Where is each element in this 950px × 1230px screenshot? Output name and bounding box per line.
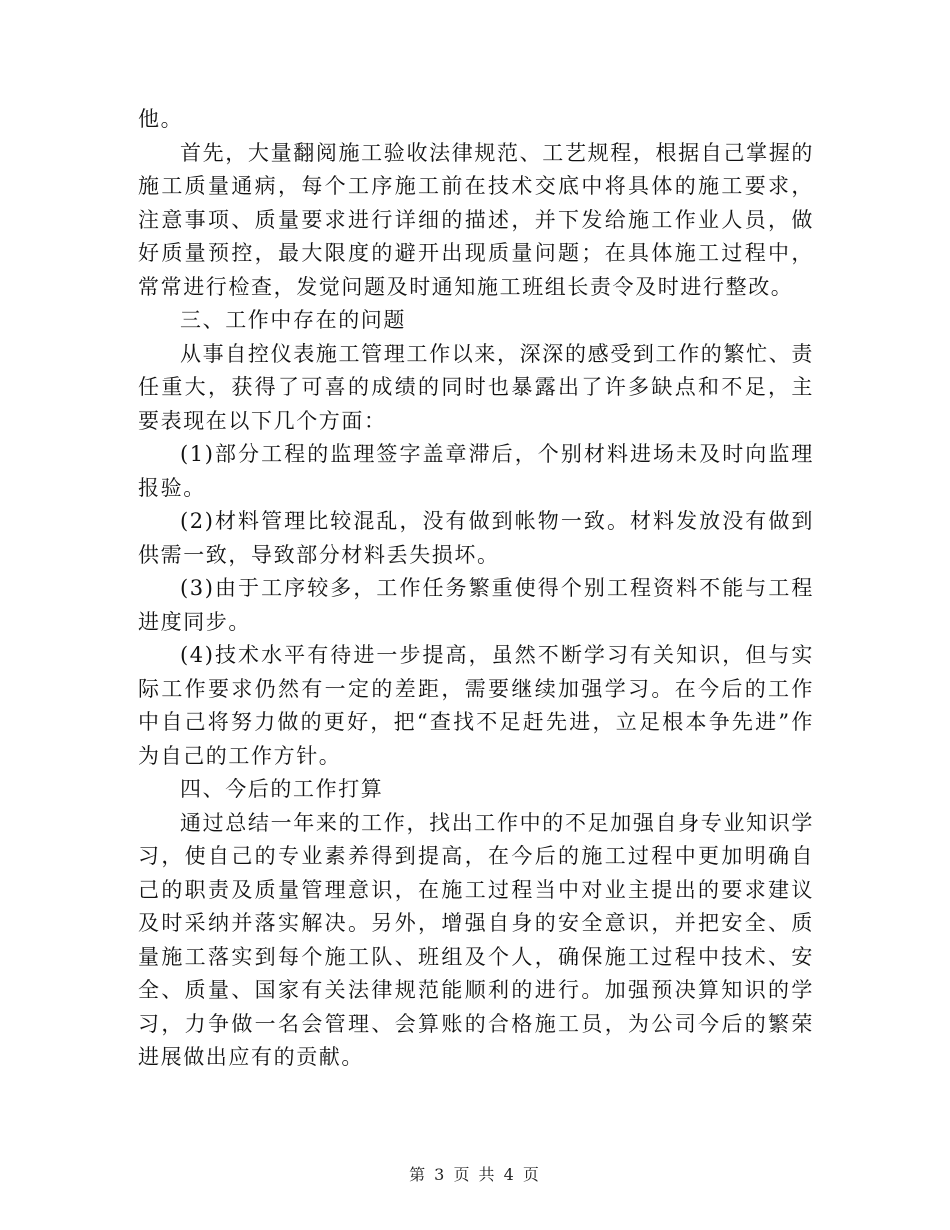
list-item-problem-4: (4)技术水平有待进一步提高，虽然不断学习有关知识，但与实际工作要求仍然有一定的差距，需要继续加强学习。在今后的工作中自己将努力做的更好，把“查找不足赶先进，立足根本争先进”作为自己的工作方针。: [138, 643, 814, 768]
paragraph-future-plans: 通过总结一年来的工作，找出工作中的不足加强自身专业知识学习，使自己的专业素养得到提高，在今后的施工过程中更加明确自己的职责及质量管理意识，在施工过程当中对业主提出的要求建议及时采纳并落实解决。另外，增强自身的安全意识，并把安全、质量施工落实到每个施工队、班组及个人，确保施工过程中技术、安全、质量、国家有关法律规范能顺利的进行。加强预决算知识的学习，力争做一名会管理、会算账的合格施工员，为公司今后的繁荣进展做出应有的贡献。: [138, 810, 814, 1069]
list-item-problem-2: (2)材料管理比较混乱，没有做到帐物一致。材料发放没有做到供需一致，导致部分材料丢失损坏。: [138, 509, 814, 567]
paragraph-quality-control: 首先，大量翻阅施工验收法律规范、工艺规程，根据自己掌握的施工质量通病，每个工序施工前在技术交底中将具体的施工要求，注意事项、质量要求进行详细的描述，并下发给施工作业人员，做好质量预控，最大限度的避开出现质量问题；在具体施工过程中，常常进行检查，发觉问题及时通知施工班组长责令及时进行整改。: [138, 140, 814, 299]
paragraph-problems-intro: 从事自控仪表施工管理工作以来，深深的感受到工作的繁忙、责任重大，获得了可喜的成绩的同时也暴露出了许多缺点和不足，主要表现在以下几个方面：: [138, 341, 814, 433]
page-number-footer: 第 3 页 共 4 页: [409, 1165, 541, 1184]
list-item-problem-3: (3)由于工序较多，工作任务繁重使得个别工程资料不能与工程进度同步。: [138, 576, 814, 634]
paragraph-continuation: 他。: [138, 107, 184, 131]
section-heading-problems: 三、工作中存在的问题: [180, 308, 406, 332]
document-body: [138, 103, 814, 1075]
section-heading-plans: 四、今后的工作打算: [180, 777, 384, 801]
list-item-problem-1: (1)部分工程的监理签字盖章滞后，个别材料进场未及时向监理报验。: [138, 442, 814, 500]
